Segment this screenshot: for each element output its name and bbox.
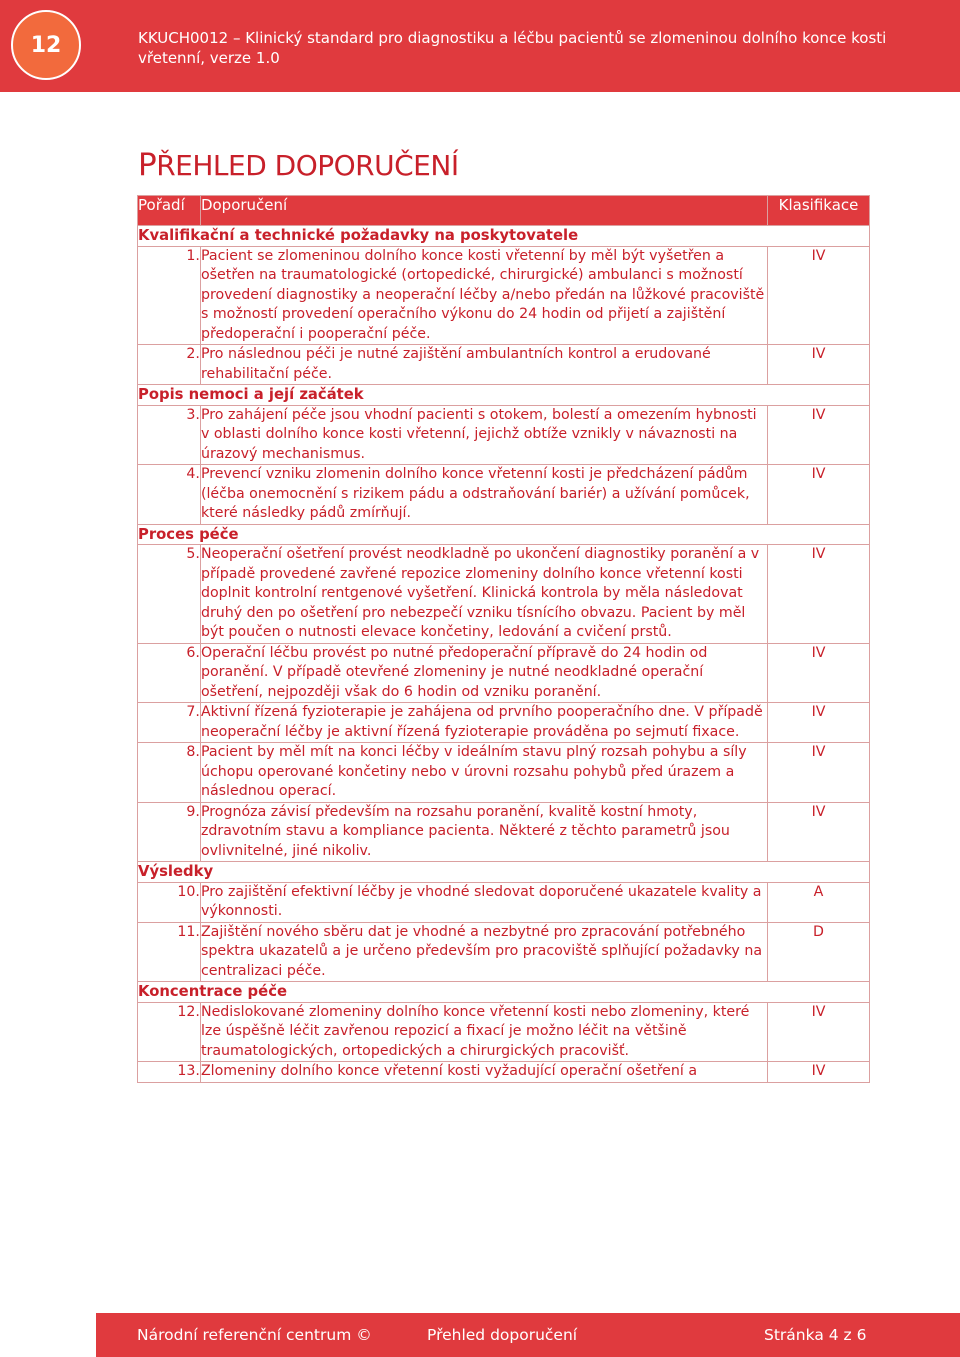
recommendations-table <box>137 195 870 1083</box>
recommendation-number: 6. <box>138 643 201 703</box>
header-classification: Klasifikace <box>768 196 870 226</box>
recommendation-number: 3. <box>138 405 201 465</box>
recommendation-number: 1. <box>138 246 201 345</box>
recommendation-text: Pacient se zlomeninou dolního konce kosti vřetenní by měl být vyšetřen a ošetřen na traumatologické (ortopedické, chirurgické) ambulanci s možností provedení diagnostiky a neoperační léčby a/nebo předán na lůžkové pracoviště s možností provedení operačního výkonu do 24 hodin od přijetí a zajištění předoperační i pooperační péče. <box>200 246 767 345</box>
section-heading <box>138 145 459 186</box>
recommendation-classification: IV <box>768 1062 870 1083</box>
footer-organization: Národní referenční centrum © <box>137 1326 372 1344</box>
recommendation-row <box>138 1062 870 1083</box>
recommendation-classification: IV <box>768 643 870 703</box>
recommendation-text: Pro následnou péči je nutné zajištění ambulantních kontrol a erudované rehabilitační péče. <box>200 345 767 385</box>
footer-section: Přehled doporučení <box>427 1326 578 1344</box>
recommendation-number: 7. <box>138 703 201 743</box>
recommendation-row <box>138 1002 870 1062</box>
recommendation-classification: A <box>768 882 870 922</box>
recommendation-text: Aktivní řízená fyzioterapie je zahájena od prvního pooperačního dne. V případě neoperační léčby je aktivní řízená fyzioterapie prováděna po sejmutí fixace. <box>200 703 767 743</box>
recommendation-number: 11. <box>138 922 201 982</box>
table-body <box>138 226 870 1083</box>
recommendation-row <box>138 882 870 922</box>
recommendation-classification: IV <box>768 405 870 465</box>
recommendation-classification: IV <box>768 802 870 862</box>
table-header-row <box>138 196 870 226</box>
category-row <box>138 226 870 247</box>
section-heading-initial: P <box>138 147 157 183</box>
category-title: Popis nemoci a její začátek <box>138 385 870 406</box>
recommendation-text: Pacient by měl mít na konci léčby v ideálním stavu plný rozsah pohybu a síly úchopu operované končetiny nebo v úrovni rozsahu pohybů před úrazem a následnou operací. <box>200 743 767 803</box>
recommendation-text: Pro zahájení péče jsou vhodní pacienti s otokem, bolestí a omezením hybnosti v oblasti dolního konce kosti vřetenní, jejichž obtíže vznikly v návaznosti na úrazový mechanismus. <box>200 405 767 465</box>
recommendation-row <box>138 405 870 465</box>
recommendation-row <box>138 345 870 385</box>
footer-white-block <box>0 1313 96 1357</box>
category-title: Výsledky <box>138 862 870 883</box>
page-number-badge: 12 <box>11 10 81 80</box>
recommendation-text: Zajištění nového sběru dat je vhodné a nezbytné pro zpracování potřebného spektra ukazatelů a je určeno především pro pracoviště splňující požadavky na centralizaci péče. <box>200 922 767 982</box>
recommendation-classification: IV <box>768 246 870 345</box>
recommendation-classification: IV <box>768 743 870 803</box>
recommendation-row <box>138 922 870 982</box>
recommendation-row <box>138 545 870 644</box>
category-row <box>138 982 870 1003</box>
recommendation-row <box>138 643 870 703</box>
recommendation-classification: IV <box>768 1002 870 1062</box>
recommendation-classification: IV <box>768 465 870 525</box>
category-row <box>138 385 870 406</box>
section-heading-rest: ŘEHLED DOPORUČENÍ <box>156 149 459 182</box>
category-row <box>138 524 870 545</box>
recommendation-text: Pro zajištění efektivní léčby je vhodné sledovat doporučené ukazatele kvality a výkonnosti. <box>200 882 767 922</box>
category-title: Koncentrace péče <box>138 982 870 1003</box>
recommendation-classification: IV <box>768 545 870 644</box>
recommendation-row <box>138 246 870 345</box>
category-row <box>138 862 870 883</box>
recommendation-row <box>138 703 870 743</box>
header-order: Pořadí <box>138 196 201 226</box>
recommendation-number: 10. <box>138 882 201 922</box>
footer-page-count: Stránka 4 z 6 <box>764 1326 867 1344</box>
recommendation-text: Nedislokované zlomeniny dolního konce vřetenní kosti nebo zlomeniny, které lze úspěšně léčit zavřenou repozicí a fixací je možno léčit na většině traumatologických, ortopedických a chirurgických pracovišť. <box>200 1002 767 1062</box>
recommendation-classification: IV <box>768 703 870 743</box>
recommendation-classification: D <box>768 922 870 982</box>
recommendation-text: Zlomeniny dolního konce vřetenní kosti vyžadující operační ošetření a <box>200 1062 767 1083</box>
recommendation-classification: IV <box>768 345 870 385</box>
recommendation-number: 8. <box>138 743 201 803</box>
recommendation-text: Prevencí vzniku zlomenin dolního konce vřetenní kosti je předcházení pádům (léčba onemocnění s rizikem pádu a odstraňování bariér) a užívání pomůcek, které následky pádů zmírňují. <box>200 465 767 525</box>
recommendation-number: 2. <box>138 345 201 385</box>
recommendation-row <box>138 743 870 803</box>
recommendation-text: Operační léčbu provést po nutné předoperační přípravě do 24 hodin od poranění. V případě otevřené zlomeniny je nutné neodkladné operační ošetření, nejpozději však do 6 hodin od vzniku poranění. <box>200 643 767 703</box>
recommendation-number: 12. <box>138 1002 201 1062</box>
recommendation-row <box>138 465 870 525</box>
recommendation-text: Prognóza závisí především na rozsahu poranění, kvalitě kostní hmoty, zdravotním stavu a kompliance pacienta. Některé z těchto parametrů jsou ovlivnitelné, jiné nikoliv. <box>200 802 767 862</box>
document-title: KKUCH0012 – Klinický standard pro diagnostiku a léčbu pacientů se zlomeninou dolního konce kosti vřetenní, verze 1.0 <box>138 29 887 67</box>
recommendation-text: Neoperační ošetření provést neodkladně po ukončení diagnostiky poranění a v případě provedené zavřené repozice zlomeniny dolního konce vřetenní kosti doplnit kontrolní rentgenové vyšetření. Klinická kontrola by měla následovat druhý den po ošetření pro nebezpečí vzniku tísnícího obvazu. Pacient by měl být poučen o nutnosti elevace končetiny, ledování a cvičení prstů. <box>200 545 767 644</box>
category-title: Proces péče <box>138 524 870 545</box>
recommendation-row <box>138 802 870 862</box>
recommendation-number: 4. <box>138 465 201 525</box>
header-recommendation: Doporučení <box>200 196 767 226</box>
category-title: Kvalifikační a technické požadavky na poskytovatele <box>138 226 870 247</box>
recommendation-number: 9. <box>138 802 201 862</box>
recommendation-number: 13. <box>138 1062 201 1083</box>
recommendation-number: 5. <box>138 545 201 644</box>
